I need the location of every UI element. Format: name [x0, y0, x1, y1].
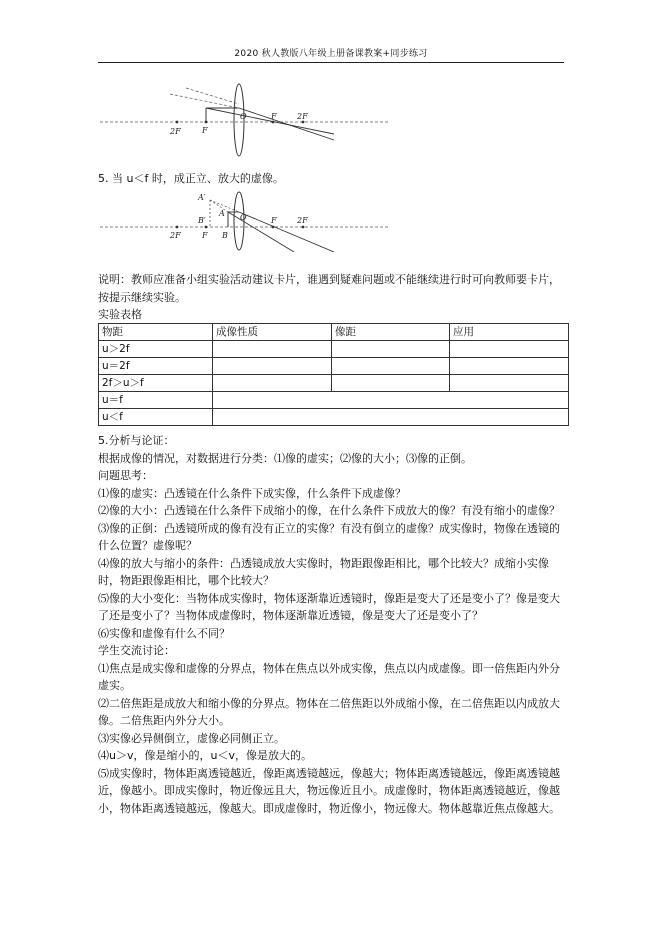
header-cell-object-distance: 物距 [99, 324, 213, 341]
row-label-cell: u＜f [99, 409, 213, 426]
row-label-cell: u＞2f [99, 341, 213, 358]
empty-cell [450, 358, 569, 375]
header-rule [98, 62, 564, 63]
case-5-text: 5. 当 u＜f 时，成正立、放大的虚像。 [98, 172, 284, 185]
page-header: 2020 秋人教版八年级上册备课教案+同步练习 [234, 49, 428, 59]
label-f-right-2: F [271, 216, 277, 225]
analysis-heading: 5.分析与论证： [98, 434, 175, 447]
label-2f-right-2: 2F [297, 216, 308, 225]
label-b: B [222, 231, 228, 240]
lens-diagram-1 [98, 82, 398, 164]
question-item: ⑴像的虚实：凸透镜在什么条件下成实像，什么条件下成虚像？ [98, 486, 406, 500]
analysis-section [98, 432, 564, 817]
question-item: ⑷像的放大与缩小的条件：凸透镜成放大实像时，物距跟像距相比，哪个比较大？成缩小实像时，物距跟像距相比，哪个比较大？ [98, 556, 549, 587]
teacher-note: 说明：教师应准备小组实验活动建议卡片，谁遇到疑难问题或不能继续进行时可向教师要卡片，按提示继续实验。 [98, 273, 560, 304]
experiment-table [98, 323, 569, 426]
extension-line-1 [170, 94, 239, 108]
question-item: ⑹实像和虚像有什么不同？ [98, 626, 230, 640]
point-f-left-2 [205, 226, 208, 229]
table-row [99, 375, 569, 392]
table-row [99, 409, 569, 426]
empty-cell [450, 375, 569, 392]
point-2f-right-2 [302, 226, 305, 229]
row-label-cell: u＝f [99, 392, 213, 409]
point-f-right-2 [272, 226, 275, 229]
row-label-cell: u＝2f [99, 358, 213, 375]
row-label-cell: 2f＞u＞f [99, 375, 213, 392]
header-cell-image-nature: 成像性质 [213, 324, 332, 341]
point-2f-left-2 [176, 226, 179, 229]
point-2f-right [302, 121, 305, 124]
questions-heading: 问题思考： [98, 469, 153, 482]
header-cell-application: 应用 [450, 324, 569, 341]
empty-cell [213, 375, 332, 392]
answer-item: ⑷u＞v，像是缩小的，u＜v，像是放大的。 [98, 749, 312, 762]
label-f-left-2: F [202, 231, 208, 240]
label-2f-right: 2F [297, 112, 308, 121]
label-b-prime: B′ [198, 216, 206, 225]
empty-cell [450, 341, 569, 358]
question-item: ⑸像的大小变化：当物体成实像时，物体逐渐靠近透镜时，像距是变大了还是变小了？像是变大了还是变小了？当物体成虚像时，物体逐渐靠近透镜，像是变大了还是变小了？ [98, 591, 560, 622]
table-row [99, 341, 569, 358]
answer-item: ⑴焦点是成实像和虚像的分界点，物体在焦点以外成实像，焦点以内成虚像。即一倍焦距内外分虚实。 [98, 661, 560, 692]
empty-cell [332, 375, 450, 392]
point-2f-left [176, 121, 179, 124]
point-f-right [272, 121, 275, 124]
merged-cell [213, 392, 569, 409]
label-2f-left: 2F [170, 127, 181, 136]
lens-diagram-2 [98, 190, 398, 256]
table-row [99, 358, 569, 375]
empty-cell [213, 341, 332, 358]
label-o-2: O [240, 213, 247, 222]
answer-item: ⑶实像必异侧倒立，虚像必同侧正立。 [98, 731, 285, 745]
question-item: ⑵像的大小：凸透镜在什么条件下成缩小的像，在什么条件下成放大的像？有没有缩小的虚像？ [98, 504, 560, 517]
label-f-left: F [202, 126, 208, 135]
discussion-heading: 学生交流讨论： [98, 644, 175, 657]
lens-diagram-1-svg [98, 82, 398, 160]
question-item: ⑶像的正倒：凸透镜所成的像有没有正立的实像？有没有倒立的虚像？成实像时，物像在透镜的什么位置？虚像呢？ [98, 521, 560, 552]
center-ray [206, 108, 334, 134]
merged-cell [213, 409, 569, 426]
center-ray-2 [228, 212, 294, 252]
label-2f-left-2: 2F [170, 231, 181, 240]
label-o: O [240, 112, 247, 121]
label-f-right: F [271, 112, 277, 121]
label-a: A [219, 209, 225, 218]
answer-item: ⑵二倍焦距是成放大和缩小像的分界点。物体在二倍焦距以外成缩小像，在二倍焦距以内成放大像。二倍焦距内外分大小。 [98, 696, 560, 727]
table-caption: 实验表格 [98, 308, 142, 321]
empty-cell [213, 358, 332, 375]
extension-line-2 [186, 88, 239, 104]
empty-cell [332, 341, 450, 358]
empty-cell [332, 358, 450, 375]
lens-diagram-2-svg [98, 190, 398, 252]
header-cell-image-distance: 像距 [332, 324, 450, 341]
answer-item: ⑸成实像时，物体距离透镜越近，像距离透镜越远，像越大；物体距离透镜越远，像距离透镜越近，像越小。即成实像时，物近像远且大，物远像近且小。成虚像时，物体距离透镜越近，像越小，物体距离透镜越远，像越大。即成虚像时，物近像小，物远像大。物体越靠近焦点像越大。 [98, 766, 560, 815]
analysis-intro: 根据成像的情况，对数据进行分类：⑴像的虚实；⑵像的大小；⑶像的正倒。 [98, 451, 472, 465]
point-f-left [205, 121, 208, 124]
refracted-ray-2 [239, 212, 334, 252]
table-header-row [99, 324, 569, 341]
table-row [99, 392, 569, 409]
label-a-prime: A′ [198, 193, 206, 202]
